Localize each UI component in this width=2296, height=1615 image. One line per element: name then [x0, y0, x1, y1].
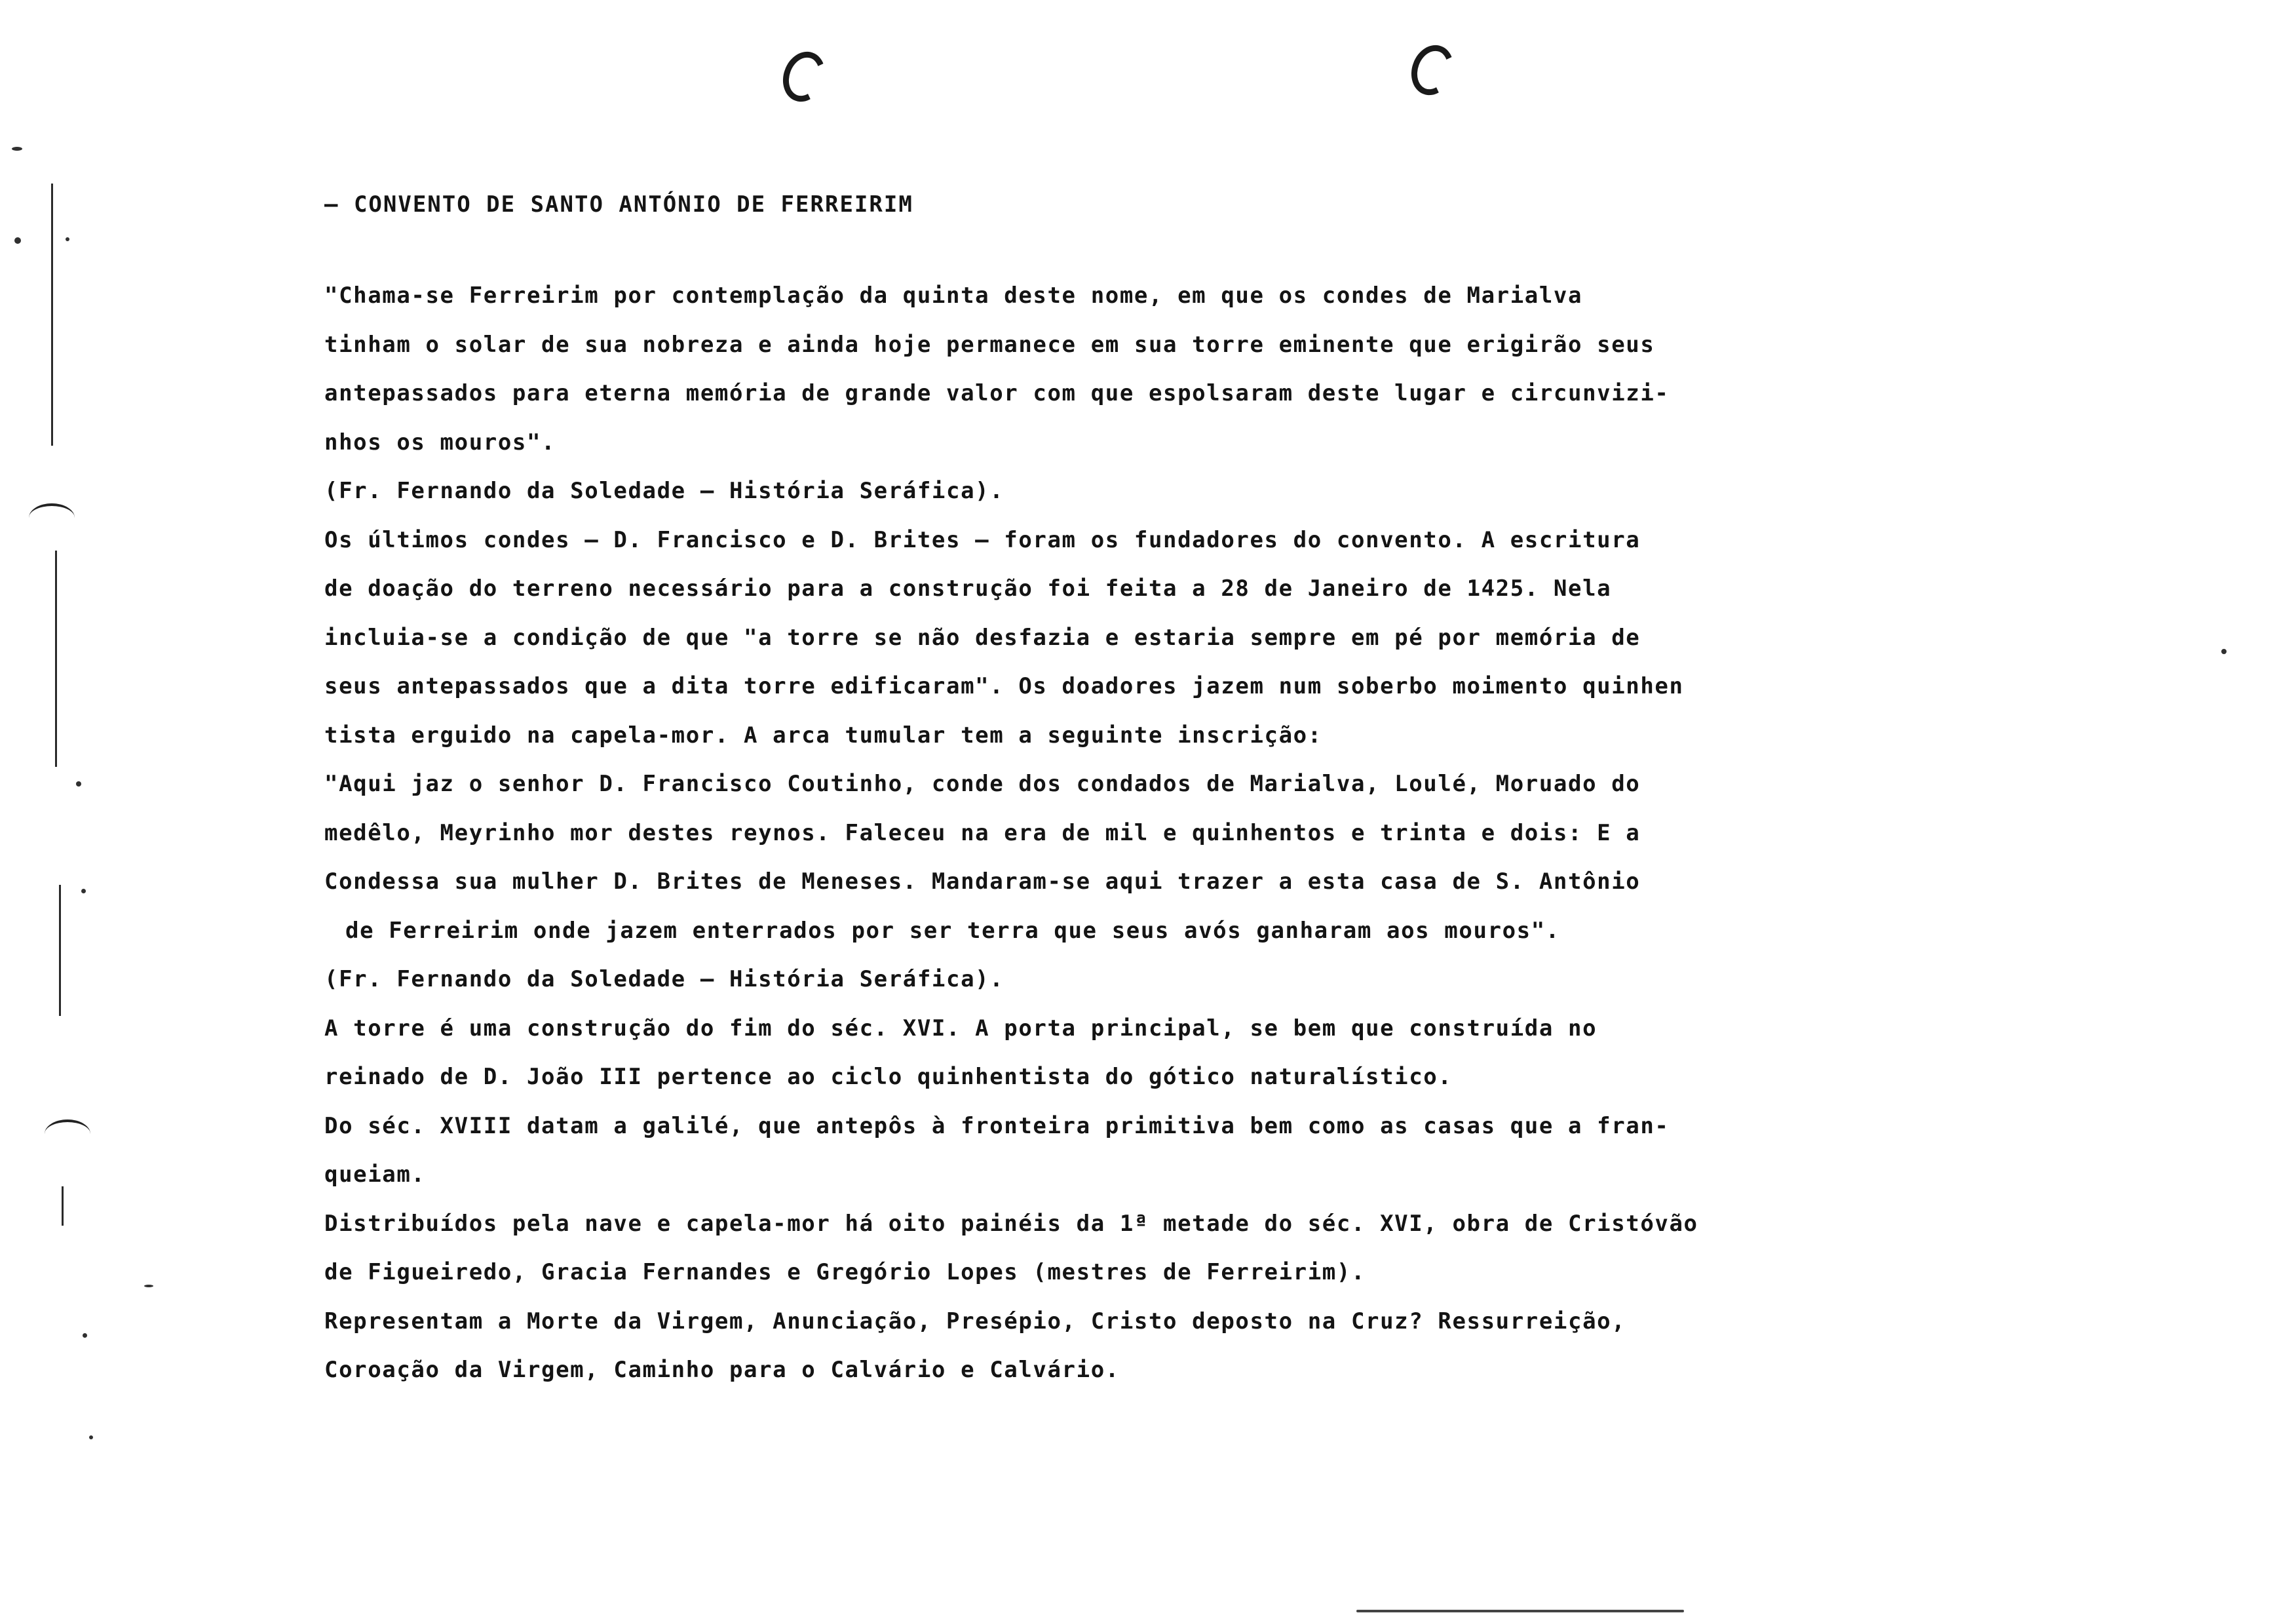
binding-edge-arc	[29, 503, 75, 532]
text-line: de doação do terreno necessário para a construção foi feita a 28 de Janeiro de 1425. Nela	[324, 575, 1612, 602]
text-line: de Figueiredo, Gracia Fernandes e Gregório Lopes (mestres de Ferreirim).	[324, 1259, 1366, 1285]
binding-edge-arc	[45, 1119, 90, 1148]
punch-hole-mark-right	[1405, 39, 1461, 102]
binding-edge-line	[51, 184, 53, 446]
binding-edge-line	[55, 551, 57, 767]
text-line: Representam a Morte da Virgem, Anunciação, Presépio, Cristo deposto na Cruz? Ressurreição,	[324, 1308, 1626, 1334]
text-line: queiam.	[324, 1161, 426, 1188]
text-line: Os últimos condes – D. Francisco e D. Brites – foram os fundadores do convento. A escritura	[324, 526, 1641, 553]
scan-speck	[14, 237, 21, 244]
document-heading: – CONVENTO DE SANTO ANTÓNIO DE FERREIRIM	[324, 191, 913, 218]
text-line: incluia-se a condição de que "a torre se não desfazia e estaria sempre em pé por memória de	[324, 624, 1641, 651]
scan-speck	[144, 1285, 153, 1287]
text-line: Distribuídos pela nave e capela-mor há oito painéis da 1ª metade do séc. XVI, obra de Cristóvão	[324, 1210, 1698, 1237]
text-line: Coroação da Virgem, Caminho para o Calvário e Calvário.	[324, 1357, 1120, 1383]
inscription-line: medêlo, Meyrinho mor destes reynos. Faleceu na era de mil e quinhentos e trinta e dois: E a	[324, 819, 1641, 846]
binding-edge-line	[59, 885, 61, 1016]
text-line: reinado de D. João III pertence ao ciclo quinhentista do gótico naturalístico.	[324, 1064, 1453, 1090]
scan-speck	[89, 1435, 93, 1439]
typed-document-body	[324, 191, 1930, 1395]
scan-edge-smudge	[1356, 1610, 1684, 1612]
text-line: tista erguido na capela-mor. A arca tumular tem a seguinte inscrição:	[324, 722, 1322, 749]
scan-speck	[66, 237, 69, 241]
scan-speck	[83, 1333, 87, 1338]
text-line: tinham o solar de sua nobreza e ainda hoje permanece em sua torre eminente que erigirão seus	[324, 331, 1655, 358]
text-line: Do séc. XVIII datam a galilé, que antepôs à fronteira primitiva bem como as casas que a fran-	[324, 1112, 1670, 1139]
inscription-line: de Ferreirim onde jazem enterrados por ser terra que seus avós ganharam aos mouros".	[345, 917, 1560, 944]
scan-speck	[76, 781, 81, 787]
inscription-line: Condessa sua mulher D. Brites de Meneses. Mandaram-se aqui trazer a esta casa de S. Antônio	[324, 868, 1641, 895]
inscription-line: "Aqui jaz o senhor D. Francisco Coutinho, conde dos condados de Marialva, Loulé, Moruado do	[324, 771, 1641, 797]
citation-line: (Fr. Fernando da Soledade – História Seráfica).	[324, 478, 1004, 504]
scan-speck	[12, 147, 22, 151]
text-line: "Chama-se Ferreirim por contemplação da quinta deste nome, em que os condes de Marialva	[324, 282, 1583, 309]
punch-hole-mark-left	[776, 46, 832, 108]
text-line: A torre é uma construção do fim do séc. XVI. A porta principal, se bem que construída no	[324, 1015, 1598, 1041]
text-line: nhos os mouros".	[324, 429, 556, 456]
binding-edge-line	[62, 1186, 64, 1226]
citation-line: (Fr. Fernando da Soledade – História Seráfica).	[324, 966, 1004, 992]
text-line: seus antepassados que a dita torre edificaram". Os doadores jazem num soberbo moimento quinhen	[324, 673, 1684, 699]
scan-speck	[81, 889, 86, 893]
scan-speck	[2221, 649, 2227, 654]
text-line: antepassados para eterna memória de grande valor com que espolsaram deste lugar e circunvizi-	[324, 380, 1670, 406]
